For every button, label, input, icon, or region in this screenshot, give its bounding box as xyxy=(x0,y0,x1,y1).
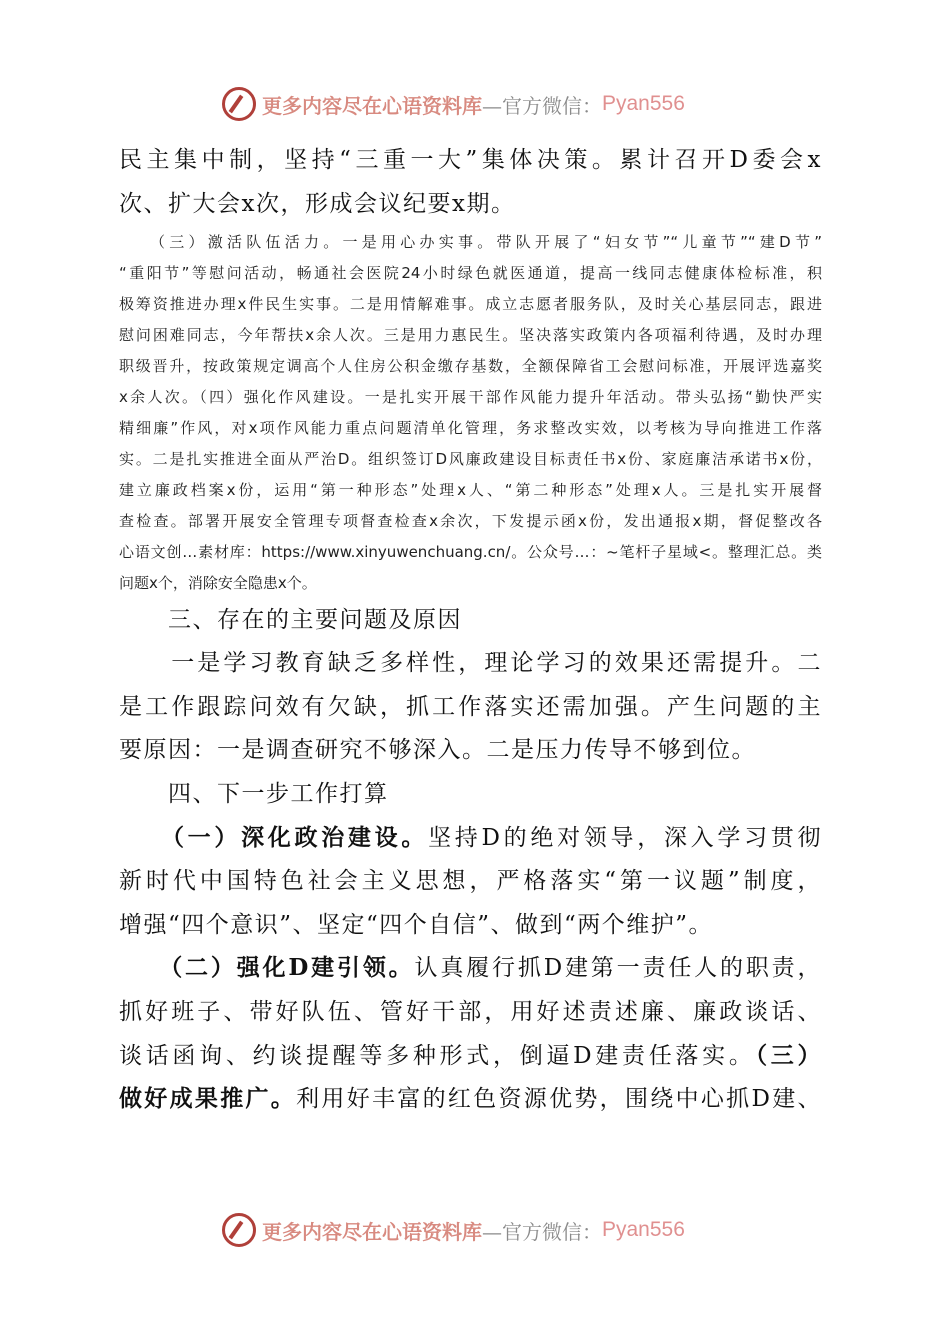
text-segment: 四、下一步工作打算 xyxy=(119,781,389,807)
bold-heading-text: 做好成果推广。 xyxy=(119,1085,297,1112)
text-line xyxy=(119,692,822,722)
text-line xyxy=(119,997,822,1027)
text-segment: 精细廉”作风，对x项作风能力重点问题清单化管理，务求整改实效，以考核为导向推进工作落 xyxy=(119,419,822,437)
text-segment: 增强“四个意识”、坚定“四个自信”、做到“两个维护”。 xyxy=(119,912,714,938)
text-line xyxy=(119,262,822,284)
watermark-text: Pyan556 xyxy=(602,92,685,115)
text-segment: 实。二是扎实推进全面从严治D。组织签订D风廉政建设目标责任书x份、家庭廉洁承诺书x份， xyxy=(119,450,822,468)
bold-heading-text: （三） xyxy=(755,1042,822,1069)
watermark-text: —官方微信： xyxy=(482,93,602,118)
text-segment: 坚持D的绝对领导，深入学习贯彻 xyxy=(428,825,823,851)
text-segment: （三）激活队伍活力。一是用心办实事。带队开展了“妇女节”“儿童节”“建D节” xyxy=(119,233,822,251)
text-line xyxy=(119,510,822,532)
watermark-text: —官方微信： xyxy=(482,1219,602,1244)
text-line xyxy=(119,735,822,765)
text-line xyxy=(119,145,822,175)
text-segment: 慰问困难同志，今年帮扶x余人次。三是用力惠民生。坚决落实政策内各项福利待遇，及时办理 xyxy=(119,326,822,344)
watermark-text: 更多内容尽在心语资料库 xyxy=(262,93,482,118)
text-line xyxy=(119,572,822,594)
text-segment: 谈话函询、约谈提醒等多种形式，倒逼D建责任落实。 xyxy=(119,1043,756,1069)
text-segment: 三、存在的主要问题及原因 xyxy=(119,607,462,633)
text-line xyxy=(119,910,822,940)
text-line xyxy=(119,231,822,253)
text-line xyxy=(119,866,822,896)
text-line xyxy=(119,779,822,809)
watermark-text: Pyan556 xyxy=(602,1218,685,1241)
text-segment: 民主集中制，坚持“三重一大”集体决策。累计召开D委会x xyxy=(119,147,822,173)
text-segment: 问题x个，消除安全隐患x个。 xyxy=(119,574,317,592)
text-line xyxy=(119,293,822,315)
text-line xyxy=(119,541,822,563)
text-line xyxy=(119,324,822,346)
text-segment: 抓好班子、带好队伍、管好干部，用好述责述廉、廉政谈话、 xyxy=(119,999,822,1025)
text-segment: 查检查。部署开展安全管理专项督查检查x余次，下发提示函x份，发出通报x期，督促整改各 xyxy=(119,512,822,530)
text-segment: 认真履行抓D建第一责任人的职责， xyxy=(414,955,823,981)
watermark-text: 更多内容尽在心语资料库 xyxy=(262,1219,482,1244)
text-line xyxy=(119,448,822,470)
text-segment: 极筹资推进办理x件民生实事。二是用情解难事。成立志愿者服务队，及时关心基层同志，跟进 xyxy=(119,295,822,313)
bold-heading-text: （二）强化D建引领。 xyxy=(170,954,415,981)
text-line xyxy=(119,953,822,983)
text-line xyxy=(119,1084,822,1114)
text-segment: 要原因：一是调查研究不够深入。二是压力传导不够到位。 xyxy=(119,737,756,763)
text-line xyxy=(119,479,822,501)
text-segment: “重阳节”等慰问活动，畅通社会医院24小时绿色就医通道，提高一线同志健康体检标准，积 xyxy=(119,264,822,282)
bold-heading-text: （一）深化政治建设。 xyxy=(172,824,429,851)
text-line xyxy=(119,189,822,219)
text-line xyxy=(119,355,822,377)
text-segment: x余人次。（四）强化作风建设。一是扎实开展干部作风能力提升年活动。带头弘扬“勤快严实 xyxy=(119,388,822,406)
text-segment: 利用好丰富的红色资源优势，围绕中心抓D建、 xyxy=(296,1086,822,1112)
text-segment: 新时代中国特色社会主义思想，严格落实“第一议题”制度， xyxy=(119,868,822,894)
text-line xyxy=(119,386,822,408)
text-segment: 职级晋升，按政策规定调高个人住房公积金缴存基数，全额保障省工会慰问标准，开展评选嘉奖 xyxy=(119,357,822,375)
text-segment: 心语文创…素材库：https://www.xinyuwenchuang.cn/。公众号…：~笔杆子星域<。整理汇总。类 xyxy=(119,543,822,561)
text-segment: 是工作跟踪问效有欠缺，抓工作落实还需加强。产生问题的主 xyxy=(119,694,822,720)
text-line xyxy=(119,605,822,635)
watermark-header xyxy=(222,86,742,122)
text-segment xyxy=(119,825,172,851)
pen-logo-icon xyxy=(222,87,256,121)
pen-logo-icon xyxy=(222,1213,256,1247)
text-segment: 次、扩大会x次，形成会议纪要x期。 xyxy=(119,191,516,217)
text-line xyxy=(119,417,822,439)
text-line xyxy=(119,648,822,678)
text-segment: 一是学习教育缺乏多样性，理论学习的效果还需提升。二 xyxy=(119,650,822,676)
text-segment: 建立廉政档案x份，运用“第一种形态”处理x人、“第二种形态”处理x人。三是扎实开展督 xyxy=(119,481,822,499)
text-segment xyxy=(119,955,171,981)
watermark-footer xyxy=(222,1212,742,1248)
text-line xyxy=(119,1041,822,1071)
text-line xyxy=(119,823,822,853)
